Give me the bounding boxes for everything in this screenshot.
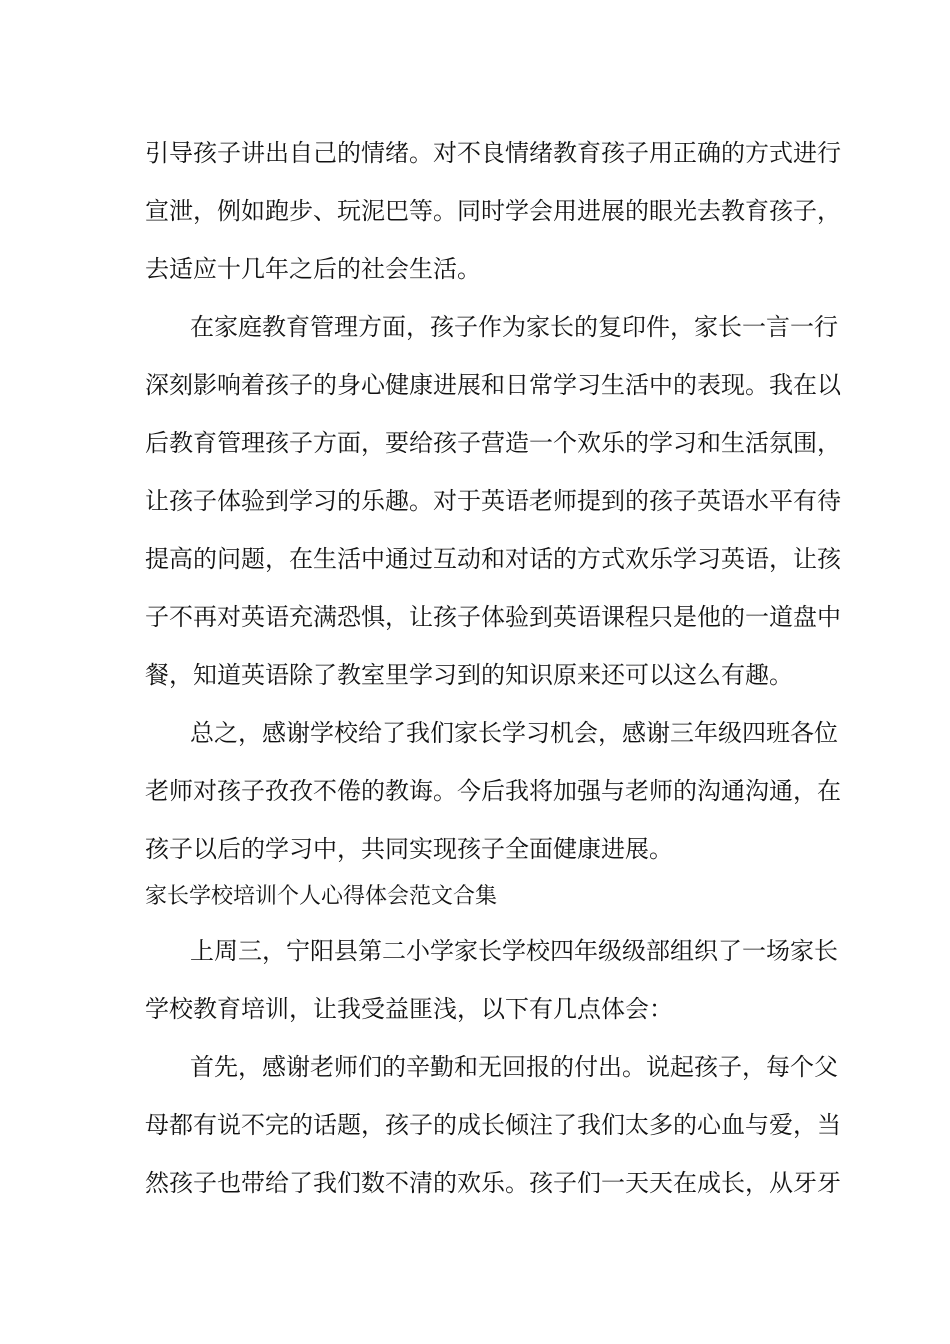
paragraph-2-line-3: 后教育管理孩子方面，要给孩子营造一个欢乐的学习和生活氛围， [145,429,841,457]
paragraph-5-line-1: 首先，感谢老师们的辛勤和无回报的付出。说起孩子，每个父 [190,1053,838,1081]
paragraph-1-line-1: 引导孩子讲出自己的情绪。对不良情绪教育孩子用正确的方式进行 [145,139,841,167]
paragraph-3-line-1: 总之，感谢学校给了我们家长学习机会，感谢三年级四班各位 [190,719,838,747]
paragraph-2-line-7: 餐，知道英语除了教室里学习到的知识原来还可以这么有趣。 [145,661,793,689]
paragraph-2-line-1: 在家庭教育管理方面，孩子作为家长的复印件，家长一言一行 [190,313,838,341]
paragraph-2-line-2: 深刻影响着孩子的身心健康进展和日常学习生活中的表现。我在以 [145,371,841,399]
paragraph-1-line-3: 去适应十几年之后的社会生活。 [145,255,481,283]
paragraph-4-line-1: 上周三，宁阳县第二小学家长学校四年级级部组织了一场家长 [190,937,838,965]
paragraph-2-line-5: 提高的问题，在生活中通过互动和对话的方式欢乐学习英语，让孩 [145,545,841,573]
paragraph-2-line-4: 让孩子体验到学习的乐趣。对于英语老师提到的孩子英语水平有待 [145,487,841,515]
paragraph-3-line-2: 老师对孩子孜孜不倦的教诲。今后我将加强与老师的沟通沟通，在 [145,777,841,805]
paragraph-1-line-2: 宣泄，例如跑步、玩泥巴等。同时学会用进展的眼光去教育孩子， [145,197,841,225]
paragraph-4-line-2: 学校教育培训，让我受益匪浅，以下有几点体会： [145,995,673,1023]
paragraph-5-line-3: 然孩子也带给了我们数不清的欢乐。孩子们一天天在成长，从牙牙 [145,1169,841,1197]
paragraph-3-line-3: 孩子以后的学习中，共同实现孩子全面健康进展。 [145,835,673,863]
paragraph-2-line-6: 子不再对英语充满恐惧，让孩子体验到英语课程只是他的一道盘中 [145,603,841,631]
section-heading: 家长学校培训个人心得体会范文合集 [145,884,498,909]
paragraph-5-line-2: 母都有说不完的话题，孩子的成长倾注了我们太多的心血与爱，当 [145,1111,841,1139]
